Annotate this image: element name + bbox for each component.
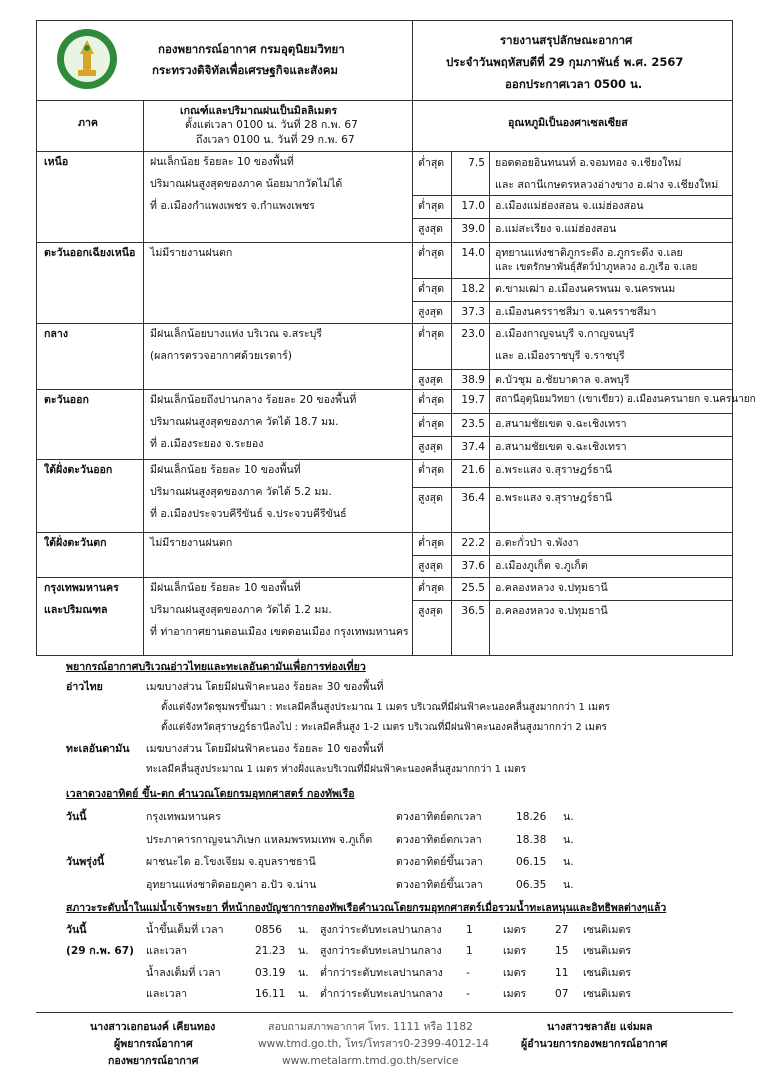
temp-place: ต.ขามเฒ่า อ.เมืองนครพนม จ.นครพนม [495,283,676,295]
tide-desc: สูงกว่าระดับทะเลปานกลาง [320,924,442,936]
temp-kind: ต่ำสุด [418,582,445,594]
sun-event: ดวงอาทิตย์ตกเวลา [396,811,482,823]
temp-value: 23.0 [461,328,485,340]
sun-time: 06.35 [516,879,547,891]
tide-label: น้ำขึ้นเต็มที่ เวลา [146,924,224,936]
sun-time: 18.26 [516,811,547,823]
rain-text: มีฝนเล็กน้อย ร้อยละ 10 ของพื้นที่ [150,582,301,594]
director-name: นางสาวชลาลัย แจ่มผล [547,1021,653,1033]
region-name: เหนือ [44,156,69,168]
sun-place: อุทยานแห่งชาติดอยภูคา อ.ปัว จ.น่าน [146,879,317,891]
tide-time: 16.11 [255,988,286,1000]
temp-place: ต.บัวชุม อ.ชัยบาดาล จ.ลพบุรี [495,374,630,386]
tide-desc: ต่ำกว่าระดับทะเลปานกลาง [320,988,443,1000]
temp-value: 25.5 [461,582,485,594]
temp-value: 21.6 [461,464,485,476]
col-rain-header: เกณฑ์และปริมาณฝนเป็นมิลลิเมตร [180,105,338,117]
temp-place: อ.คลองหลวง จ.ปทุมธานี [495,605,608,617]
region-name: กลาง [44,328,69,340]
region-name-2: และปริมณฑล [44,604,108,616]
region-name: ตะวันออกเฉียงเหนือ [44,247,136,259]
temp-kind: ต่ำสุด [418,394,445,406]
temp-kind: สูงสุด [418,492,443,504]
tide-time-unit: น. [298,924,309,936]
tmd-logo [56,28,118,90]
rain-text: ปริมาณฝนสูงสุดของภาค วัดได้ 1.2 มม. [150,604,332,616]
temp-kind: ต่ำสุด [418,247,445,259]
temp-kind: สูงสุด [418,441,443,453]
sun-time: 06.15 [516,856,547,868]
temp-place: อ.สนามชัยเขต จ.ฉะเชิงเทรา [495,441,627,453]
temp-value: 23.5 [461,418,485,430]
tide-day: วันนี้ [66,924,87,936]
sea-forecast-title: พยากรณ์อากาศบริเวณอ่าวไทยและทะเลอันดามันเพื่อการท่องเที่ยว [66,661,366,673]
temp-value: 39.0 [461,223,485,235]
gulf-label: อ่าวไทย [66,681,103,693]
andaman-label: ทะเลอันดามัน [66,743,130,755]
temp-kind: ต่ำสุด [418,157,445,169]
temp-value: 19.7 [461,394,485,406]
sun-event: ดวงอาทิตย์ขึ้นเวลา [396,856,483,868]
tide-label: และเวลา [146,945,188,957]
temp-kind: ต่ำสุด [418,200,445,212]
region-name: ใต้ฝั่งตะวันตก [44,537,107,549]
temp-value: 7.5 [468,157,485,169]
temp-kind: ต่ำสุด [418,464,445,476]
temp-place: อ.เมืองกาญจนบุรี จ.กาญจนบุรี [495,328,635,340]
tide-cm: 11 [555,967,569,979]
temp-place: ยอดดอยอินทนนท์ อ.จอมทอง จ.เชียงใหม่ [495,157,682,169]
tide-time: 0856 [255,924,282,936]
temp-place: และ เขตรักษาพันธุ์สัตว์ป่าภูหลวง อ.ภูเรือ จ.เลย [495,262,698,273]
temp-value: 14.0 [461,247,485,259]
tide-time-unit: น. [298,967,309,979]
temp-value: 36.5 [461,605,485,617]
forecaster-title: ผู้พยากรณ์อากาศ [114,1038,193,1050]
col-temp-header: อุณหภูมิเป็นองศาเซลเซียส [508,117,628,129]
rain-text: ที่ ท่าอากาศยานดอนเมือง เขตดอนเมือง กรุงเทพมหานคร [150,626,409,638]
temp-kind: สูงสุด [418,560,443,572]
tide-label: น้ำลงเต็มที่ เวลา [146,967,221,979]
sun-place: กรุงเทพมหานคร [146,811,221,823]
temp-value: 37.3 [461,306,485,318]
sun-unit: น. [563,811,574,823]
temp-place: อ.เมืองนครราชสีมา จ.นครราชสีมา [495,306,657,318]
temp-value: 38.9 [461,374,485,386]
temp-value: 37.6 [461,560,485,572]
tide-meter: 1 [466,945,473,957]
temp-place: และ สถานีเกษตรหลวงอ่างขาง อ.ฝาง จ.เชียงใหม่ [495,179,719,191]
rain-text: ที่ อ.เมืองระยอง จ.ระยอง [150,438,264,450]
rain-text: (ผลการตรวจอากาศด้วยเรดาร์) [150,350,293,362]
director-title: ผู้อำนวยการกองพยากรณ์อากาศ [521,1038,668,1050]
temp-value: 37.4 [461,441,485,453]
sun-place: ประภาคารกาญจนาภิเษก แหลมพรหมเทพ จ.ภูเก็ต [146,834,373,846]
sun-day: วันนี้ [66,811,87,823]
rain-period-to: ถึงเวลา 0100 น. วันที่ 29 ก.พ. 67 [196,134,355,146]
temp-place: อ.คลองหลวง จ.ปทุมธานี [495,582,608,594]
temp-place: อ.พระแสง จ.สุราษฎร์ธานี [495,464,613,476]
temp-value: 22.2 [461,537,485,549]
tide-cm-unit: เซนติเมตร [583,988,632,1000]
andaman-line-2: ทะเลมีคลื่นสูงประมาณ 1 เมตร ห่างฝั่งและบริเวณที่มีฝนฟ้าคะนองคลื่นสูงมากกว่า 1 เมตร [146,764,527,775]
sun-event: ดวงอาทิตย์ตกเวลา [396,834,482,846]
sun-title: เวลาดวงอาทิตย์ ขึ้น-ตก คำนวณโดยกรมอุทกศาสตร์ กองทัพเรือ [66,788,355,800]
rain-text: ไม่มีรายงานฝนตก [150,247,233,259]
region-name: ตะวันออก [44,394,89,406]
gulf-line-2: ตั้งแต่จังหวัดชุมพรขึ้นมา : ทะเลมีคลื่นสูงประมาณ 1 เมตร บริเวณที่มีฝนฟ้าคะนองคลื่นสูงมากกว่า 1 เมตร [161,702,610,713]
report-title: รายงานสรุปลักษณะอากาศ [500,33,633,47]
forecaster-division: กองพยากรณ์อากาศ [108,1055,199,1067]
sun-day: วันพรุ่งนี้ [66,856,105,868]
temp-place: อ.พระแสง จ.สุราษฎร์ธานี [495,492,613,504]
tide-cm: 15 [555,945,569,957]
temp-place: อ.เมืองแม่ฮ่องสอน จ.แม่ฮ่องสอน [495,200,644,212]
rain-text: ปริมาณฝนสูงสุดของภาค วัดได้ 18.7 มม. [150,416,339,428]
ministry-line: กระทรวงดิจิทัลเพื่อเศรษฐกิจและสังคม [152,63,338,77]
temp-place: อ.สนามชัยเขต จ.ฉะเชิงเทรา [495,418,627,430]
temp-place: อ.ตะกั่วป่า จ.พังงา [495,537,579,549]
region-name: กรุงเทพมหานคร [44,582,119,594]
tide-cm-unit: เซนติเมตร [583,945,632,957]
tide-date: (29 ก.พ. 67) [66,945,134,957]
temp-kind: สูงสุด [418,374,443,386]
contact-web[interactable]: www.tmd.go.th, โทร/โทรสาร0-2399-4012-14 [258,1038,489,1050]
forecaster-name: นางสาวเอกอนงค์ เคียนทอง [90,1021,216,1033]
tide-meter-unit: เมตร [503,988,527,1000]
tide-title: สภาวะระดับน้ำในแม่น้ำเจ้าพระยา ที่หน้ากองบัญชาการกองทัพเรือคำนวณโดยกรมอุทกศาสตร์เมื่อรวมน้ำทะเลหนุนและอิทธิพลต่างๆแล้ว [66,902,667,914]
tide-desc: สูงกว่าระดับทะเลปานกลาง [320,945,442,957]
tide-label: และเวลา [146,988,188,1000]
rain-text: ไม่มีรายงานฝนตก [150,537,233,549]
rain-period-from: ตั้งแต่เวลา 0100 น. วันที่ 28 ก.พ. 67 [185,119,358,131]
tide-cm-unit: เซนติเมตร [583,967,632,979]
gulf-line-3: ตั้งแต่จังหวัดสุราษฎร์ธานีลงไป : ทะเลมีคลื่นสูง 1-2 เมตร บริเวณที่มีฝนฟ้าคะนองคลื่นสูงมากกว่า 2 เมตร [161,722,607,733]
sun-unit: น. [563,834,574,846]
sun-unit: น. [563,879,574,891]
sun-event: ดวงอาทิตย์ขึ้นเวลา [396,879,483,891]
temp-value: 17.0 [461,200,485,212]
tide-time-unit: น. [298,945,309,957]
sun-place: ผาชนะได อ.โขงเจียม จ.อุบลราชธานี [146,856,316,868]
temp-place: อ.เมืองภูเก็ต จ.ภูเก็ต [495,560,588,572]
temp-place: และ อ.เมืองราชบุรี จ.ราชบุรี [495,350,625,362]
gulf-line-1: เมฆบางส่วน โดยมีฝนฟ้าคะนอง ร้อยละ 30 ของพื้นที่ [146,681,384,693]
tide-time: 03.19 [255,967,286,979]
sun-unit: น. [563,856,574,868]
tide-meter: - [466,967,470,979]
tide-cm: 07 [555,988,569,1000]
tide-meter-unit: เมตร [503,924,527,936]
report-time: ออกประกาศเวลา 0500 น. [505,77,643,91]
tide-meter-unit: เมตร [503,945,527,957]
contact-phone: สอบถามสภาพอากาศ โทร. 1111 หรือ 1182 [268,1021,473,1033]
rain-text: ปริมาณฝนสูงสุดของภาค วัดได้ 5.2 มม. [150,486,332,498]
rain-text: มีฝนเล็กน้อยถึงปานกลาง ร้อยละ 20 ของพื้นที่ [150,394,357,406]
tide-desc: ต่ำกว่าระดับทะเลปานกลาง [320,967,443,979]
tide-meter: 1 [466,924,473,936]
rain-text: ปริมาณฝนสูงสุดของภาค น้อยมากวัดไม่ได้ [150,178,343,190]
temp-value: 18.2 [461,283,485,295]
tide-meter: - [466,988,470,1000]
tide-cm: 27 [555,924,569,936]
rain-text: ที่ อ.เมืองประจวบคีรีขันธ์ จ.ประจวบคีรีขันธ์ [150,508,347,520]
rain-text: ฝนเล็กน้อย ร้อยละ 10 ของพื้นที่ [150,156,294,168]
region-name: ใต้ฝั่งตะวันออก [44,464,113,476]
report-date: ประจำวันพฤหัสบดีที่ 29 กุมภาพันธ์ พ.ศ. 2567 [446,55,684,69]
temp-kind: สูงสุด [418,223,443,235]
andaman-line-1: เมฆบางส่วน โดยมีฝนฟ้าคะนอง ร้อยละ 10 ของพื้นที่ [146,743,384,755]
rain-text: มีฝนเล็กน้อย ร้อยละ 10 ของพื้นที่ [150,464,301,476]
tide-time: 21.23 [255,945,286,957]
temp-kind: สูงสุด [418,306,443,318]
temp-kind: ต่ำสุด [418,328,445,340]
tide-meter-unit: เมตร [503,967,527,979]
tide-cm-unit: เซนติเมตร [583,924,632,936]
temp-place: อ.แม่สะเรียง จ.แม่ฮ่องสอน [495,223,617,235]
temp-place: อุทยานแห่งชาติภูกระดึง อ.ภูกระดึง จ.เลย [495,247,683,259]
col-region-header: ภาค [78,117,99,129]
dept-line: กองพยากรณ์อากาศ กรมอุตุนิยมวิทยา [158,42,345,56]
contact-service-link[interactable]: www.metalarm.tmd.go.th/service [282,1055,459,1067]
rain-text: มีฝนเล็กน้อยบางแห่ง บริเวณ จ.สระบุรี [150,328,322,340]
temp-value: 36.4 [461,492,485,504]
temp-kind: ต่ำสุด [418,418,445,430]
rain-text: ที่ อ.เมืองกำแพงเพชร จ.กำแพงเพชร [150,200,315,212]
sun-time: 18.38 [516,834,547,846]
temp-kind: ต่ำสุด [418,537,445,549]
temp-kind: ต่ำสุด [418,283,445,295]
tide-time-unit: น. [298,988,309,1000]
temp-place: สถานีอุตุนิยมวิทยา (เขาเขียว) อ.เมืองนครนายก จ.นครนายก [495,394,756,405]
temp-kind: สูงสุด [418,605,443,617]
